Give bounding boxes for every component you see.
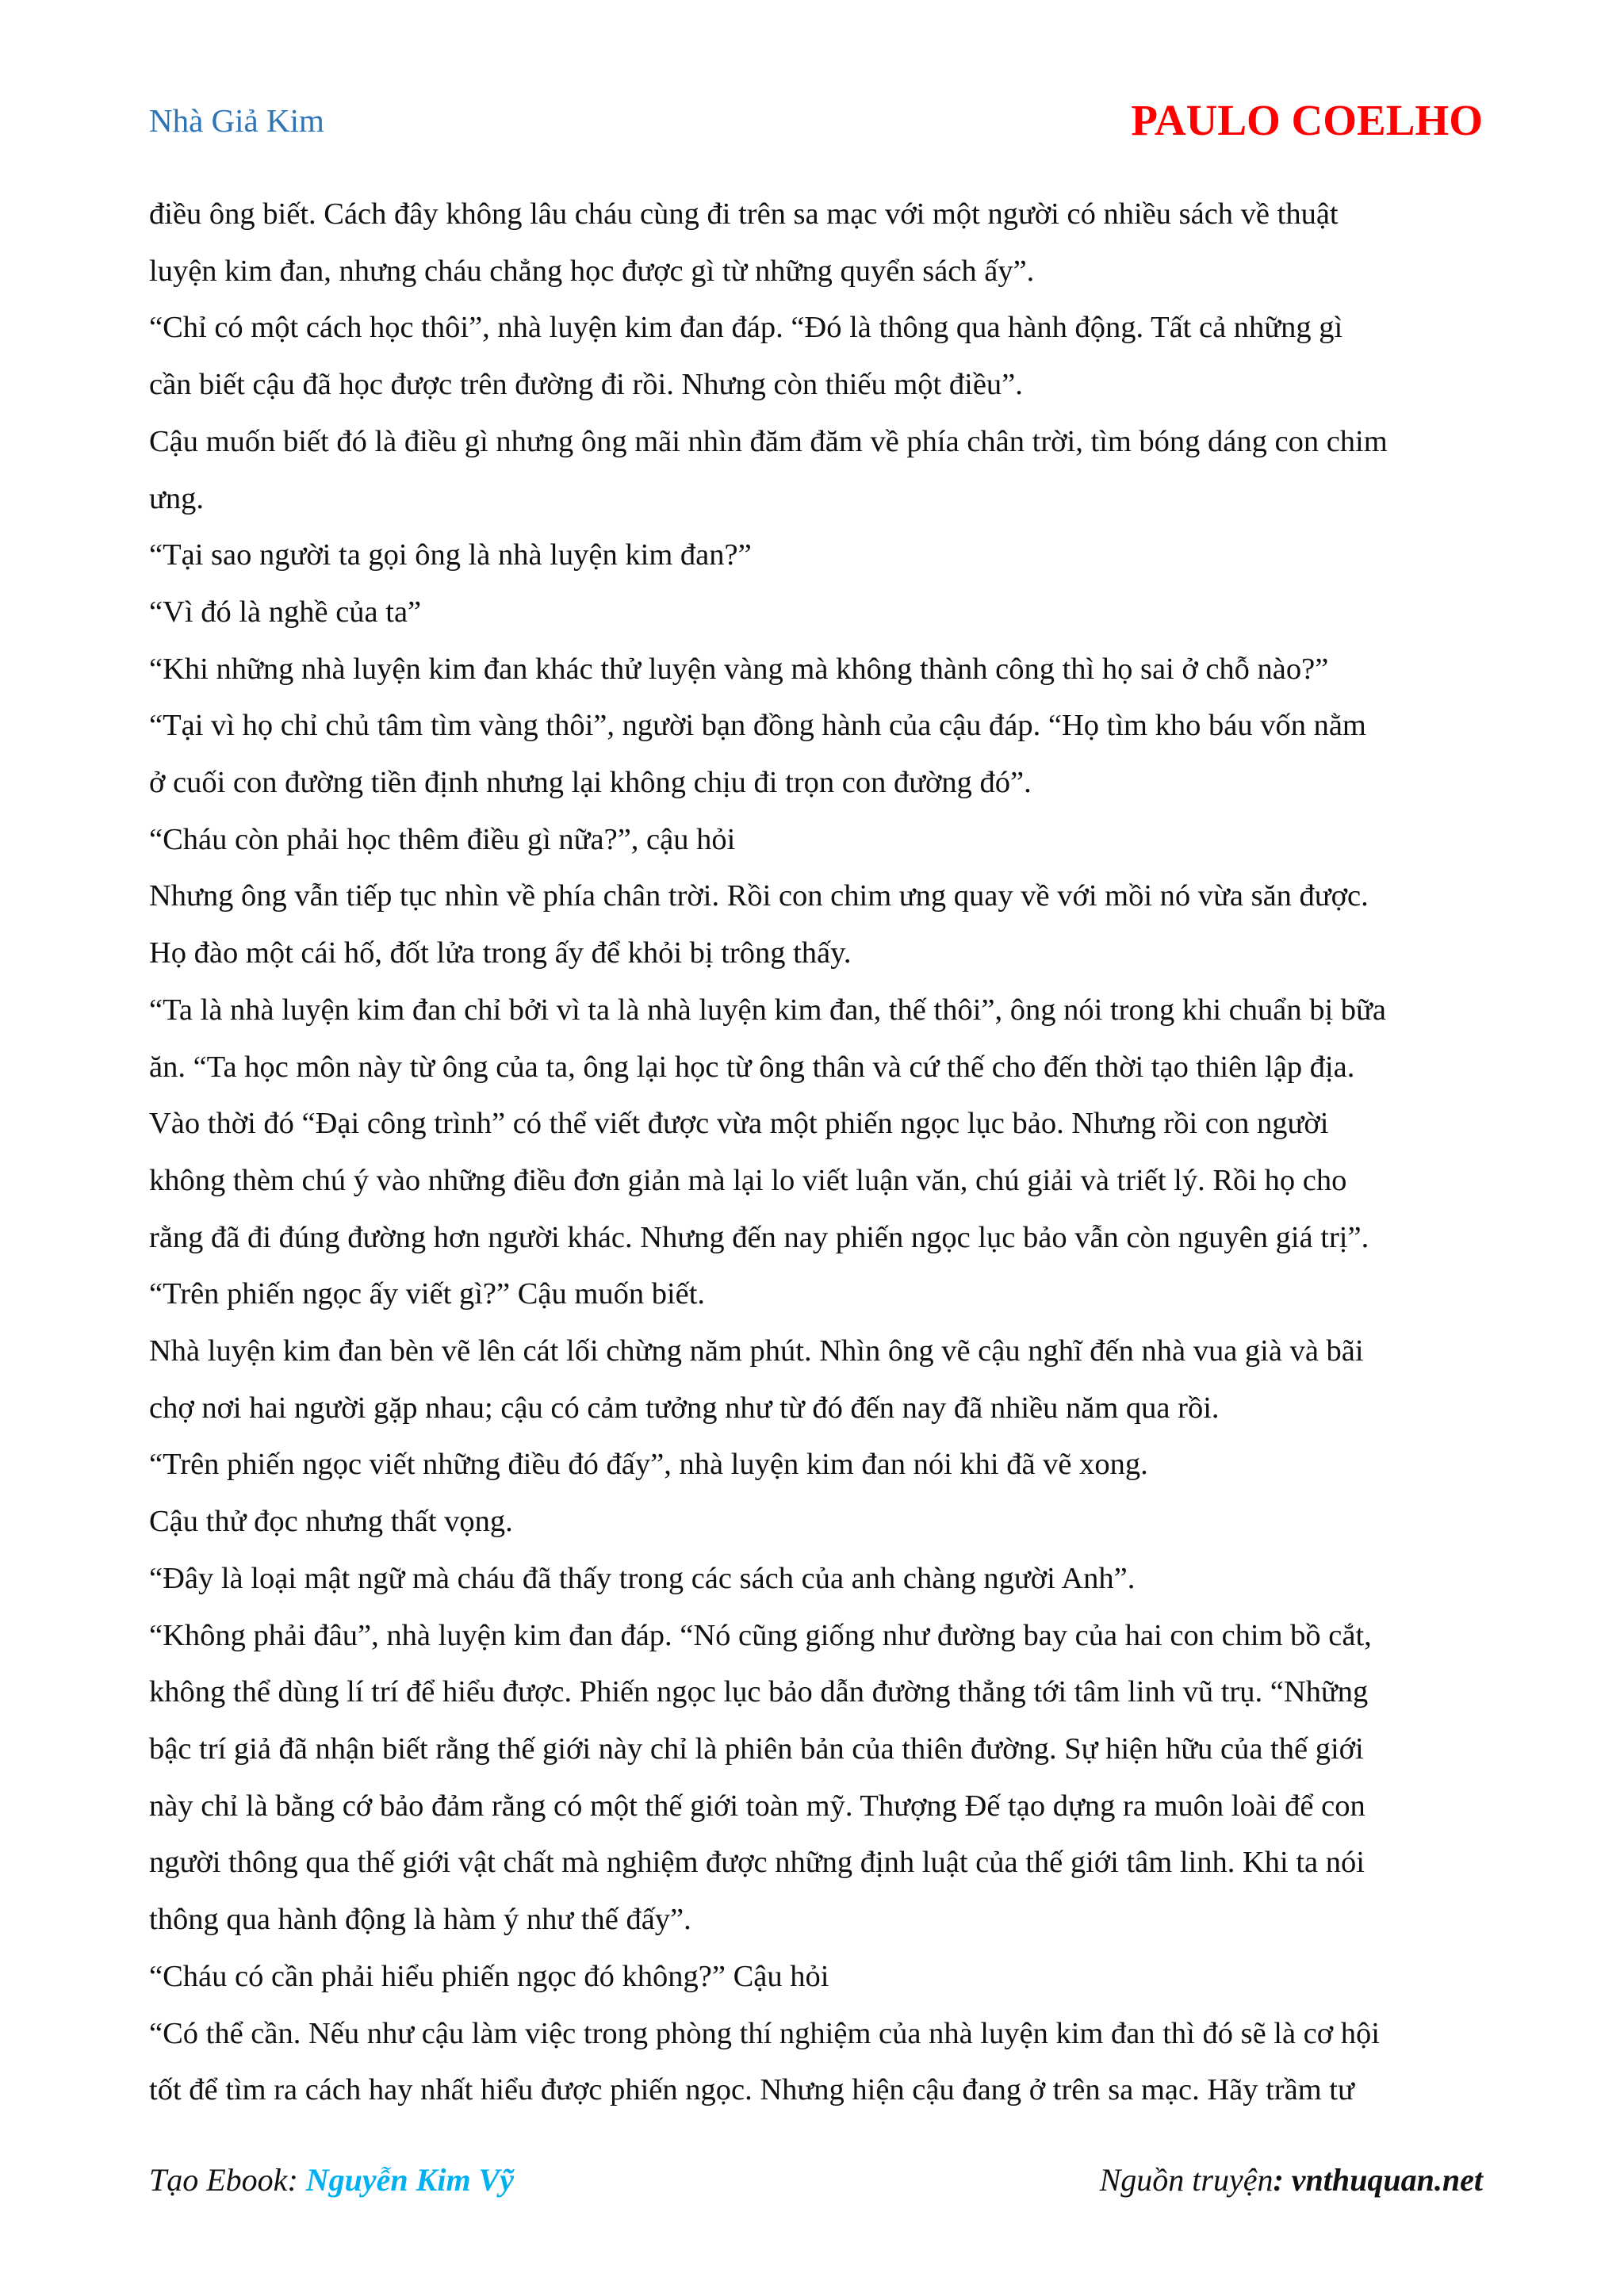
text-line: chợ nơi hai người gặp nhau; cậu có cảm tưởng như từ đó đến nay đã nhiều năm qua rồi. bbox=[149, 1391, 1220, 1425]
footer-ebook-label: Tạo Ebook bbox=[149, 2162, 288, 2198]
text-line: “Không phải đâu”, nhà luyện kim đan đáp. “Nó cũng giống như đường bay của hai con chim bồ cắt, bbox=[149, 1618, 1372, 1652]
text-line: “Chỉ có một cách học thôi”, nhà luyện kim đan đáp. “Đó là thông qua hành động. Tất cả những gì bbox=[149, 311, 1343, 345]
page-body-text bbox=[149, 186, 1497, 2119]
text-line: “Tại sao người ta gọi ông là nhà luyện kim đan?” bbox=[149, 538, 752, 572]
text-line: “Có thể cần. Nếu như cậu làm việc trong phòng thí nghiệm của nhà luyện kim đan thì đó sẽ là cơ hội bbox=[149, 2016, 1380, 2050]
text-line: người thông qua thế giới vật chất mà nghiệm được những định luật của thế giới tâm linh. Khi ta nói bbox=[149, 1846, 1365, 1880]
text-line: “Tại vì họ chỉ chủ tâm tìm vàng thôi”, người bạn đồng hành của cậu đáp. “Họ tìm kho báu vốn nằm bbox=[149, 709, 1366, 743]
text-line: điều ông biết. Cách đây không lâu cháu cùng đi trên sa mạc với một người có nhiều sách về thuật bbox=[149, 197, 1339, 231]
text-line: Nhà luyện kim đan bèn vẽ lên cát lối chừng năm phút. Nhìn ông vẽ cậu nghĩ đến nhà vua già và bãi bbox=[149, 1334, 1364, 1368]
text-line: bậc trí giả đã nhận biết rằng thế giới này chỉ là phiên bản của thiên đường. Sự hiện hữu của thế giới bbox=[149, 1732, 1364, 1766]
text-line: Cậu muốn biết đó là điều gì nhưng ông mãi nhìn đăm đăm về phía chân trời, tìm bóng dáng con chim bbox=[149, 424, 1388, 458]
text-line: “Ta là nhà luyện kim đan chỉ bởi vì ta là nhà luyện kim đan, thế thôi”, ông nói trong khi chuẩn bị bữa bbox=[149, 993, 1386, 1027]
book-title: Nhà Giả Kim bbox=[149, 102, 324, 139]
footer-ebook-creator: Nguyễn Kim Vỹ bbox=[305, 2162, 514, 2198]
text-line: tốt để tìm ra cách hay nhất hiểu được phiến ngọc. Nhưng hiện cậu đang ở trên sa mạc. Hãy trầm tư bbox=[149, 2073, 1354, 2107]
text-line: thông qua hành động là hàm ý như thế đấy”. bbox=[149, 1903, 691, 1937]
footer-ebook-credit bbox=[149, 2164, 514, 2196]
text-line: “Cháu còn phải học thêm điều gì nữa?”, cậu hỏi bbox=[149, 822, 736, 856]
footer-source-label: Nguồn truyện bbox=[1099, 2162, 1274, 2198]
text-line: ăn. “Ta học môn này từ ông của ta, ông lại học từ ông thân và cứ thế cho đến thời tạo thiên lập địa. bbox=[149, 1050, 1355, 1084]
text-line: rằng đã đi đúng đường hơn người khác. Nhưng đến nay phiến ngọc lục bảo vẫn còn nguyên giá trị”. bbox=[149, 1220, 1369, 1254]
footer-source-credit bbox=[1100, 2164, 1483, 2196]
footer-ebook-colon: : bbox=[287, 2162, 306, 2198]
text-line: “Vì đó là nghề của ta” bbox=[149, 595, 422, 629]
author-name: PAULO COELHO bbox=[1131, 96, 1483, 144]
text-line: này chỉ là bằng cớ bảo đảm rằng có một thế giới toàn mỹ. Thượng Đế tạo dựng ra muôn loài để con bbox=[149, 1789, 1365, 1823]
text-line: luyện kim đan, nhưng cháu chẳng học được gì từ những quyển sách ấy”. bbox=[149, 254, 1035, 288]
text-line: không thể dùng lí trí để hiểu được. Phiến ngọc lục bảo dẫn đường thẳng tới tâm linh vũ trụ. “Những bbox=[149, 1675, 1369, 1709]
text-line: “Cháu có cần phải hiểu phiến ngọc đó không?” Cậu hỏi bbox=[149, 1959, 829, 1993]
text-line: Nhưng ông vẫn tiếp tục nhìn về phía chân trời. Rồi con chim ưng quay về với mồi nó vừa săn được. bbox=[149, 879, 1369, 913]
text-line: cần biết cậu đã học được trên đường đi rồi. Nhưng còn thiếu một điều”. bbox=[149, 368, 1023, 402]
text-line: ở cuối con đường tiền định nhưng lại không chịu đi trọn con đường đó”. bbox=[149, 766, 1032, 800]
text-line: Cậu thử đọc nhưng thất vọng. bbox=[149, 1505, 513, 1539]
text-line: ưng. bbox=[149, 481, 204, 515]
text-line: Vào thời đó “Đại công trình” có thể viết được vừa một phiến ngọc lục bảo. Nhưng rồi con người bbox=[149, 1107, 1329, 1141]
footer-source-colon: : bbox=[1273, 2162, 1292, 2198]
text-line: “Trên phiến ngọc ấy viết gì?” Cậu muốn biết. bbox=[149, 1277, 706, 1311]
text-line: “Trên phiến ngọc viết những điều đó đấy”, nhà luyện kim đan nói khi đã vẽ xong. bbox=[149, 1448, 1148, 1482]
text-line: không thèm chú ý vào những điều đơn giản mà lại lo viết luận văn, chú giải và triết lý. Rồi họ cho bbox=[149, 1163, 1347, 1197]
footer-source-site: vnthuquan.net bbox=[1291, 2162, 1483, 2198]
text-line: “Đây là loại mật ngữ mà cháu đã thấy trong các sách của anh chàng người Anh”. bbox=[149, 1561, 1136, 1595]
text-line: “Khi những nhà luyện kim đan khác thử luyện vàng mà không thành công thì họ sai ở chỗ nào?” bbox=[149, 652, 1329, 686]
text-line: Họ đào một cái hố, đốt lửa trong ấy để khỏi bị trông thấy. bbox=[149, 936, 852, 970]
